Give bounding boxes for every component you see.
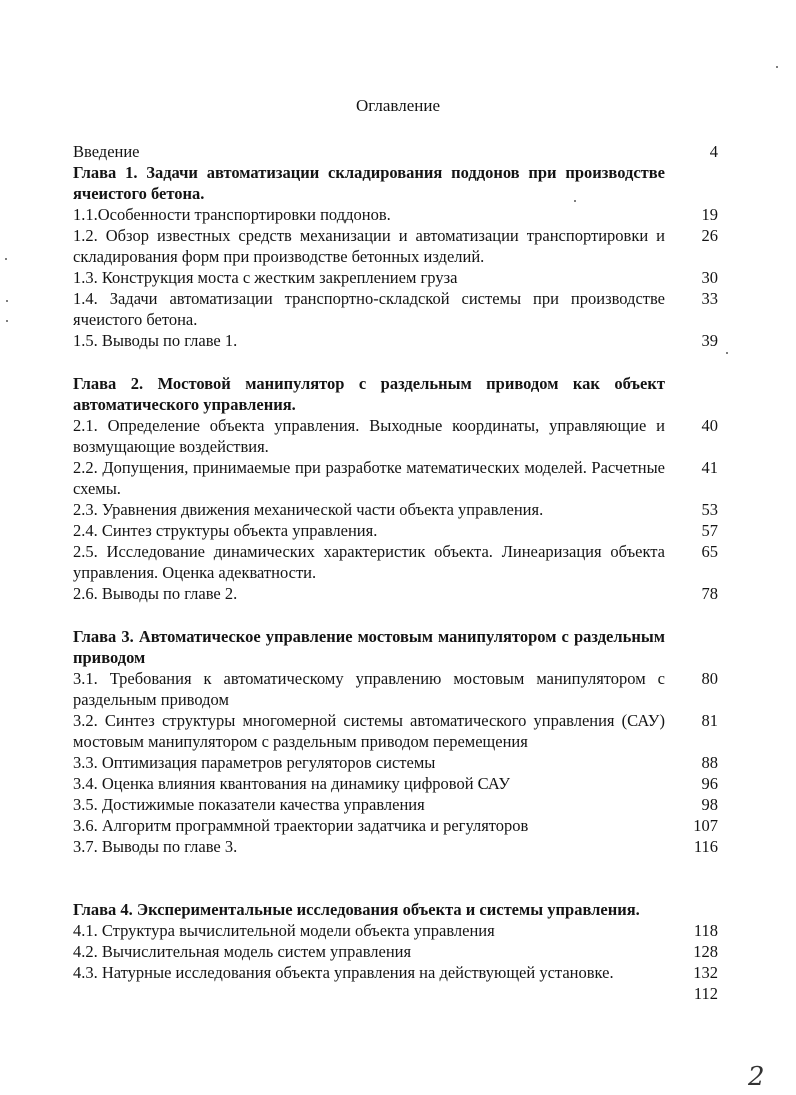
toc-entry: 1.3. Конструкция моста с жестким закреплением груза 30 xyxy=(73,268,718,287)
page-title: Оглавление xyxy=(356,96,440,115)
scan-speck xyxy=(5,258,7,260)
table-of-contents xyxy=(73,141,718,1004)
toc-entry: 3.1. Требования к автоматическому управлению мостовым манипулятором с раздельным приводом 80 xyxy=(73,669,718,709)
chapter-2-heading: Глава 2. Мостовой манипулятор с раздельным приводом как объект автоматического управления. xyxy=(73,374,665,414)
scan-speck xyxy=(776,66,778,68)
toc-entry: 4.1. Структура вычислительной модели объекта управления 118 xyxy=(73,921,718,940)
toc-entry: 1.1.Особенности транспортировки поддонов. 19 xyxy=(73,205,718,224)
chapter-1-heading: Глава 1. Задачи автоматизации складирования поддонов при производстве ячеистого бетона. xyxy=(73,163,665,203)
toc-entry: 112 xyxy=(693,984,718,1003)
toc-entry: 3.5. Достижимые показатели качества управления 98 xyxy=(73,795,718,814)
toc-entry: 1.4. Задачи автоматизации транспортно-складской системы при производстве ячеистого бетона. 33 xyxy=(73,289,718,329)
toc-entry: 3.7. Выводы по главе 3. 116 xyxy=(73,837,718,856)
chapter-3-heading: Глава 3. Автоматическое управление мостовым манипулятором с раздельным приводом xyxy=(73,627,665,667)
chapter-4-heading: Глава 4. Экспериментальные исследования объекта и системы управления. xyxy=(73,900,640,919)
toc-entry: 3.4. Оценка влияния квантования на динамику цифровой САУ 96 xyxy=(73,774,718,793)
toc-entry: 2.2. Допущения, принимаемые при разработке математических моделей. Расчетные схемы. 41 xyxy=(73,458,718,498)
toc-entry: 4.2. Вычислительная модель систем управления 128 xyxy=(73,942,718,961)
scan-speck xyxy=(574,200,576,202)
toc-entry: 2.5. Исследование динамических характеристик объекта. Линеаризация объекта управления. Оценка адекватности. 65 xyxy=(73,542,718,582)
toc-entry: 1.5. Выводы по главе 1. 39 xyxy=(73,331,718,350)
toc-entry: 4.3. Натурные исследования объекта управления на действующей установке. 132 xyxy=(73,963,718,982)
toc-entry: 2.3. Уравнения движения механической части объекта управления. 53 xyxy=(73,500,718,519)
toc-entry: 1.2. Обзор известных средств механизации и автоматизации транспортировки и складирования форм при производстве бетонных изделий. 26 xyxy=(73,226,718,266)
handwritten-page-number: 2 xyxy=(748,1062,765,1092)
toc-entry: 2.4. Синтез структуры объекта управления. 57 xyxy=(73,521,718,540)
scan-speck xyxy=(6,320,8,322)
toc-entry: 2.6. Выводы по главе 2. 78 xyxy=(73,584,718,603)
toc-entry: 2.1. Определение объекта управления. Выходные координаты, управляющие и возмущающие воздействия. 40 xyxy=(73,416,718,456)
scan-speck xyxy=(726,352,728,354)
toc-entry: 3.6. Алгоритм программной траектории задатчика и регуляторов 107 xyxy=(73,816,718,835)
toc-entry: 3.2. Синтез структуры многомерной системы автоматического управления (САУ) мостовым манипулятором с раздельным приводом перемещения 81 xyxy=(73,711,718,751)
toc-entry: 3.3. Оптимизация параметров регуляторов системы 88 xyxy=(73,753,718,772)
scan-speck xyxy=(6,300,8,302)
toc-entry: Введение 4 xyxy=(73,142,718,161)
